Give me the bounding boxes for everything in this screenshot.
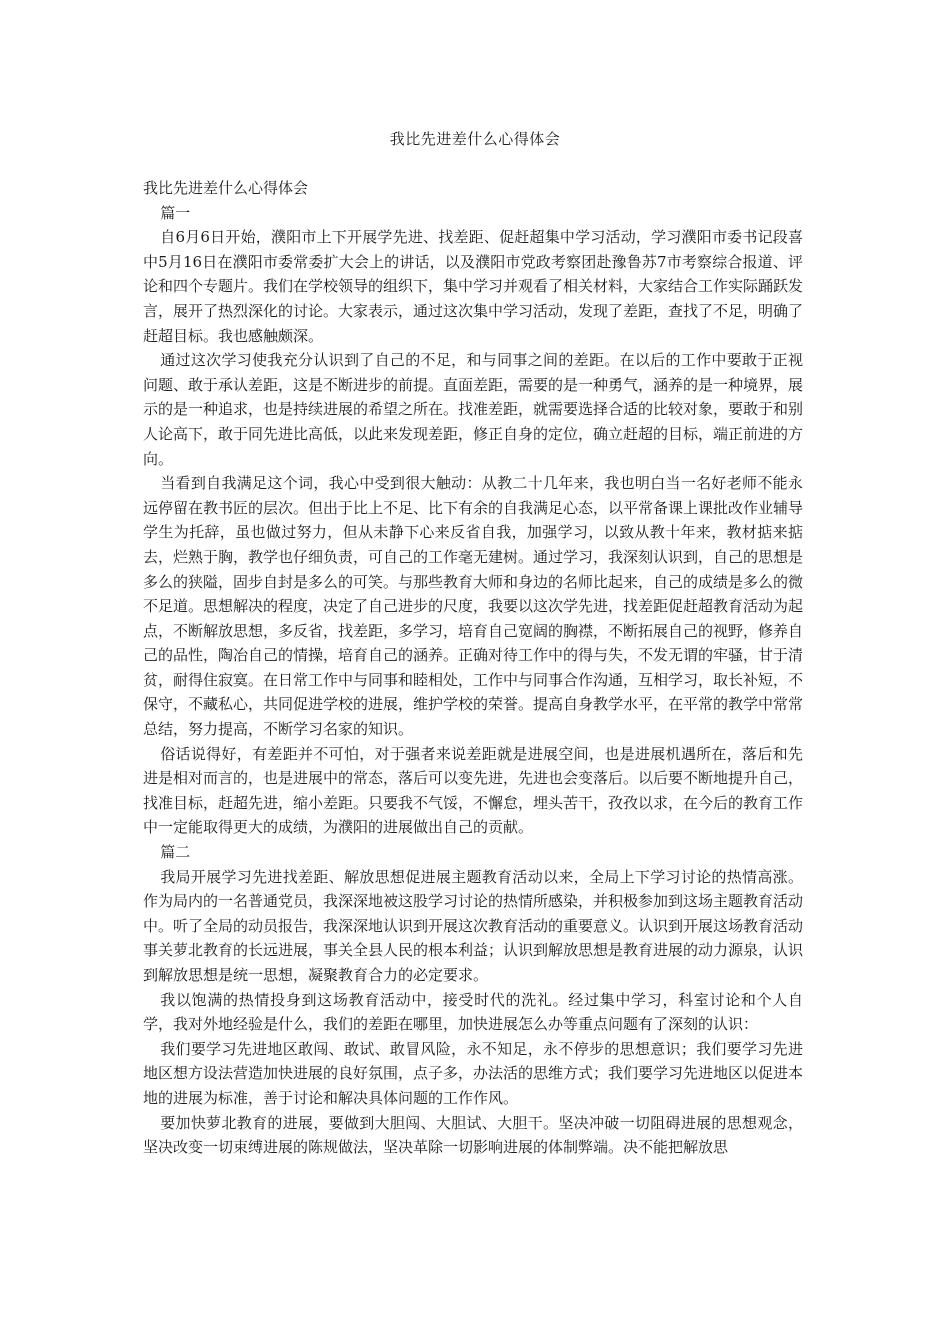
document-body xyxy=(143,176,803,1160)
section-label: 篇二 xyxy=(160,843,191,862)
paragraph: 我们要学习先进地区敢闯、敢试、敢冒风险，永不知足，永不停步的思想意识；我们要学习先进地区想方设法营造加快进展的良好氛围，点子多，办法活的思维方式；我们要学习先进地区以促进本地的进展为标准，善于讨论和解决具体问题的工作作风。 xyxy=(143,1039,804,1107)
paragraph: 要加快萝北教育的进展，要做到大胆闯、大胆试、大胆干。坚决冲破一切阻碍进展的思想观念，坚决改变一切束缚进展的陈规做法，坚决革除一切影响进展的体制弊端。决不能把解放思 xyxy=(143,1113,803,1157)
paragraph: 通过这次学习使我充分认识到了自己的不足，和与同事之间的差距。在以后的工作中要敢于正视问题、敢于承认差距，这是不断进步的前提。直面差距，需要的是一种勇气，涵养的是一种境界，展示的是一种追求，也是持续进展的希望之所在。找准差距，就需要选择合适的比较对象，要敢于和别人论高下，敢于同先进比高低，以此来发现差距，修正自身的定位，确立赶超的目标，端正前进的方向。 xyxy=(143,351,804,468)
paragraph: 自6月6日开始，濮阳市上下开展学先进、找差距、促赶超集中学习活动，学习濮阳市委书记段喜中5月16日在濮阳市委常委扩大会上的讲话，以及濮阳市党政考察团赴豫鲁苏7市考察综合报道、评论和四个专题片。我们在学校领导的组织下，集中学习并观看了相关材料，大家结合工作实际踊跃发言，展开了热烈深化的讨论。大家表示，通过这次集中学习活动，发现了差距，查找了不足，明确了赶超目标。我也感触颇深。 xyxy=(143,228,804,345)
document-title: 我比先进差什么心得体会 xyxy=(389,130,561,148)
paragraph: 当看到自我满足这个词，我心中受到很大触动：从教二十几年来，我也明白当一名好老师不能永远停留在教书匠的层次。但出于比上不足、比下有余的自我满足心态，以平常备课上课批改作业辅导学生为托辞，虽也做过努力，但从未静下心来反省自我，加强学习，以致从教十年来，教材掂来掂去，烂熟于胸，教学也仔细负责，可自己的工作毫无建树。通过学习，我深刻认识到，自己的思想是多么的狭隘，固步自封是多么的可笑。与那些教育大师和身边的名师比起来，自己的成绩是多么的微不足道。思想解决的程度，决定了自己进步的尺度，我要以这次学先进，找差距促赶超教育活动为起点，不断解放思想，多反省，找差距，多学习，培育自己宽阔的胸襟，不断拓展自己的视野，修养自己的品性，陶冶自己的情操，培育自己的涵养。正确对待工作中的得与失，不发无谓的牢骚，甘于清贫，耐得住寂寞。在日常工作中与同事和睦相处，工作中与同事合作沟通，互相学习，取长补短，不保守，不藏私心，共同促进学校的进展，维护学校的荣誉。提高自身教学水平，在平常的教学中常常总结，努力提高，不断学习名家的知识。 xyxy=(143,474,804,739)
paragraph: 我以饱满的热情投身到这场教育活动中，接受时代的洗礼。经过集中学习，科室讨论和个人自学，我对外地经验是什么，我们的差距在哪里，加快进展怎么办等重点问题有了深刻的认识： xyxy=(143,990,803,1034)
section-label: 篇一 xyxy=(160,203,191,222)
document-subtitle: 我比先进差什么心得体会 xyxy=(143,179,309,197)
paragraph: 俗话说得好，有差距并不可怕，对于强者来说差距就是进展空间，也是进展机遇所在，落后和先进是相对而言的，也是进展中的常态，落后可以变先进，先进也会变落后。以后要不断地提升自己，找准目标，赶超先进，缩小差距。只要我不气馁，不懈怠，埋头苦干，孜孜以求，在今后的教育工作中一定能取得更大的成绩，为濮阳的进展做出自己的贡献。 xyxy=(143,744,804,837)
paragraph: 我局开展学习先进找差距、解放思想促进展主题教育活动以来，全局上下学习讨论的热情高涨。作为局内的一名普通党员，我深深地被这股学习讨论的热情所感染，并积极参加到这场主题教育活动中。听了全局的动员报告，我深深地认识到开展这次教育活动的重要意义。认识到开展这场教育活动事关萝北教育的长远进展，事关全县人民的根本利益；认识到解放思想是教育进展的动力源泉，认识到解放思想是统一思想，凝聚教育合力的必定要求。 xyxy=(143,867,804,984)
